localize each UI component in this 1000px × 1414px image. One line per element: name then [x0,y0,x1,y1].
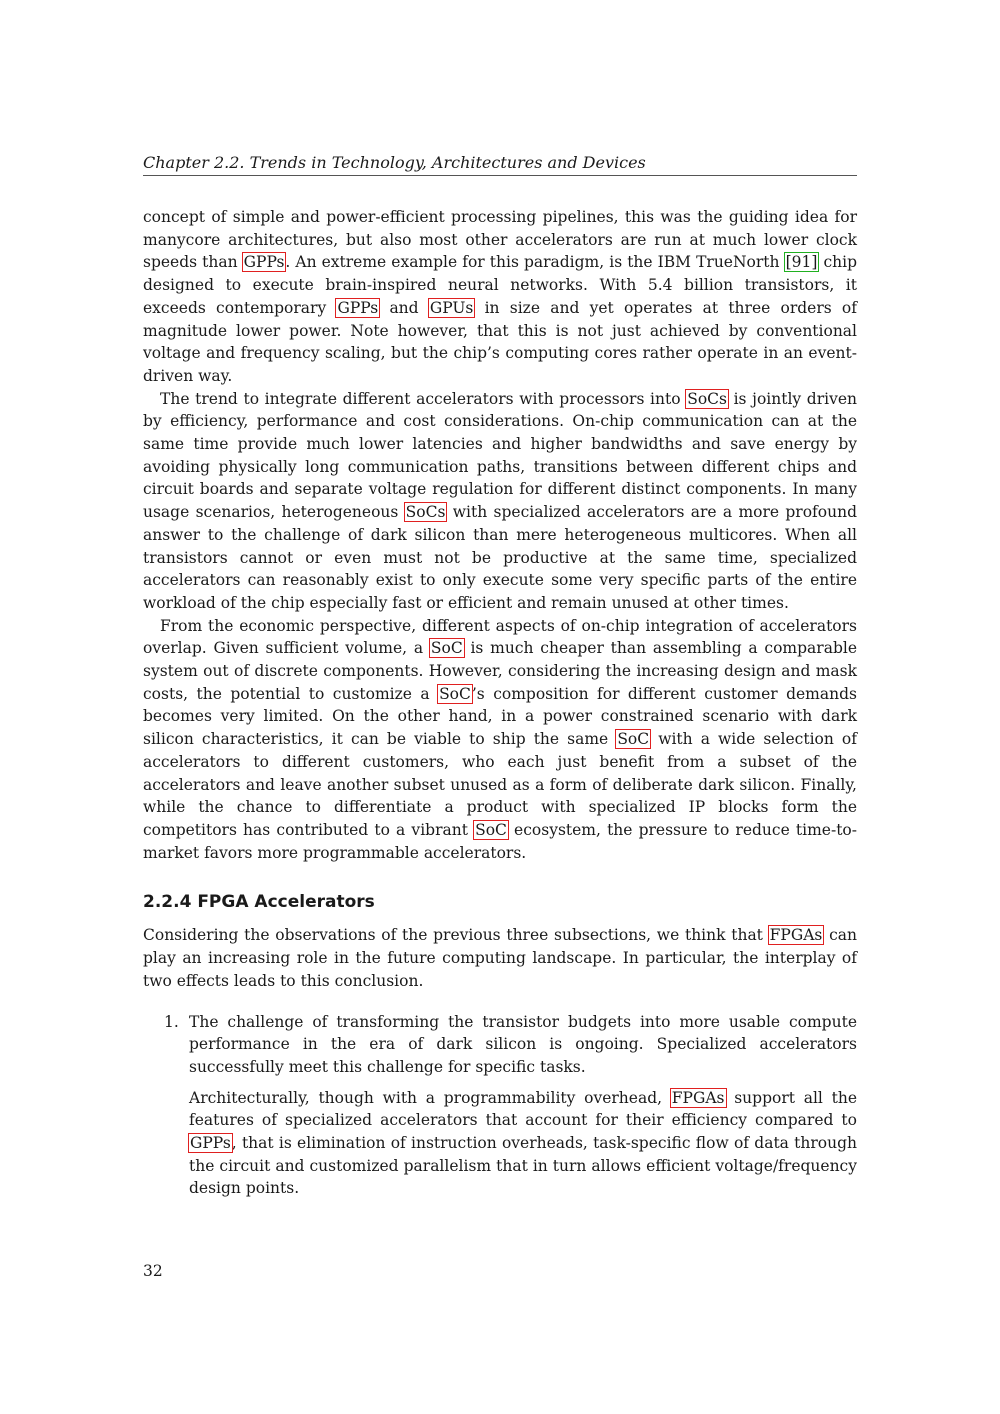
text-run: is jointly driven by efficiency, performance and cost considerations. On-chip communication can at the same time provide much lower latencies and higher bandwidths and save energy by avoiding physically long communication paths, transitions between different chips and circuit boards and separate voltage regulation for different distinct components. In many usage scenarios, heterogeneous [143,389,858,522]
text-run: and [379,298,429,317]
acronym-link-socs[interactable]: SoCs [405,503,446,522]
list-item-number: 1. [164,1012,179,1031]
text-run: The trend to integrate different accelerators with processors into [160,389,687,408]
text-run: with a wide selection of accelerators to different customers, who each just benefit from a subset of the accelerators and leave another subset unused as a form of deliberate dark silicon. Finally, while the chance to differentiate a product with specialized IP blocks form the competitors has contributed to a vibrant [143,730,858,839]
text-run: Architecturally, though with a programmability overhead, [189,1088,671,1107]
text-run: . An extreme example for this paradigm, is the IBM TrueNorth [285,253,785,272]
text-run: From the economic perspective, different aspects of on-chip integration of accelerators overlap. Given sufficient volume, a [143,616,857,658]
page-number: 32 [143,1262,163,1280]
text-run: chip designed to execute brain-inspired neural networks. With 5.4 billion transistors, it exceeds contemporary [143,253,857,317]
acronym-link-gpus[interactable]: GPUs [429,298,474,317]
acronym-link-socs[interactable]: SoCs [687,389,727,408]
section-heading-fpga-accelerators: 2.2.4 FPGA Accelerators [143,892,375,913]
acronym-link-fpgas[interactable]: FPGAs [671,1088,725,1107]
list-item-paragraph [189,1087,857,1201]
text-run: , that is elimination of instruction overheads, task-specific flow of data through the circuit and customized parallelism that in turn allows efficient voltage/frequency design points. [189,1134,857,1198]
list-item [143,1011,857,1201]
page-body [143,152,857,1200]
running-header: Chapter 2.2. Trends in Technology, Architectures and Devices [143,152,857,176]
acronym-link-soc[interactable]: SoC [475,820,507,839]
text-run: is much cheaper than assembling a comparable system out of discrete components. However, considering the increasing design and mask costs, the potential to customize a [143,639,857,703]
text-run: Considering the observations of the previous three subsections, we think that [143,926,769,945]
acronym-link-fpgas[interactable]: FPGAs [769,926,823,945]
text-run: in size and yet operates at three orders of magnitude lower power. Note however, that this is not just achieved by conventional voltage and frequency scaling, but the chip’s computing cores rather operate in an event-driven way. [143,298,858,385]
paragraph-economic-perspective [143,615,857,865]
acronym-link-soc[interactable]: SoC [439,684,471,703]
text-run: ’s composition for different customer demands becomes very limited. On the other hand, in a power constrained scenario with dark silicon characteristics, it can be viable to ship the same [143,684,857,749]
paragraph-fpga-intro [143,924,857,992]
acronym-link-gpps[interactable]: GPPs [243,253,285,272]
paragraph-soc-integration [143,388,857,615]
acronym-link-gpps[interactable]: GPPs [337,298,379,317]
text-run: support all the features of specialized accelerators that account for their efficiency compared to [189,1088,857,1130]
citation-link-91[interactable]: [91] [785,253,818,272]
list-item-paragraph: The challenge of transforming the transistor budgets into more usable compute performance in the era of dark silicon is ongoing. Specialized accelerators successfully meet this challenge for specific tasks. [189,1012,857,1076]
acronym-link-gpps[interactable]: GPPs [190,1134,231,1153]
text-run: can play an increasing role in the future computing landscape. In particular, the interplay of two effects leads to this conclusion. [143,926,857,990]
acronym-link-soc[interactable]: SoC [617,730,650,749]
text-run: with specialized accelerators are a more profound answer to the challenge of dark silicon than mere heterogeneous multicores. When all transistors cannot or even must not be productive at the same time, specialized accelerators can reasonably exist to only execute some very specific parts of the entire workload of the chip especially fast or efficient and remain unused at other times. [143,503,857,612]
paragraph-accelerator-clocks [143,206,857,388]
numbered-list [143,1011,857,1201]
text-run: ecosystem, the pressure to reduce time-to-market favors more programmable accelerators. [143,820,858,862]
acronym-link-soc[interactable]: SoC [430,639,463,658]
text-run: concept of simple and power-efficient processing pipelines, this was the guiding idea for manycore architectures, but also most other accelerators are run at much lower clock speeds than [143,208,857,272]
